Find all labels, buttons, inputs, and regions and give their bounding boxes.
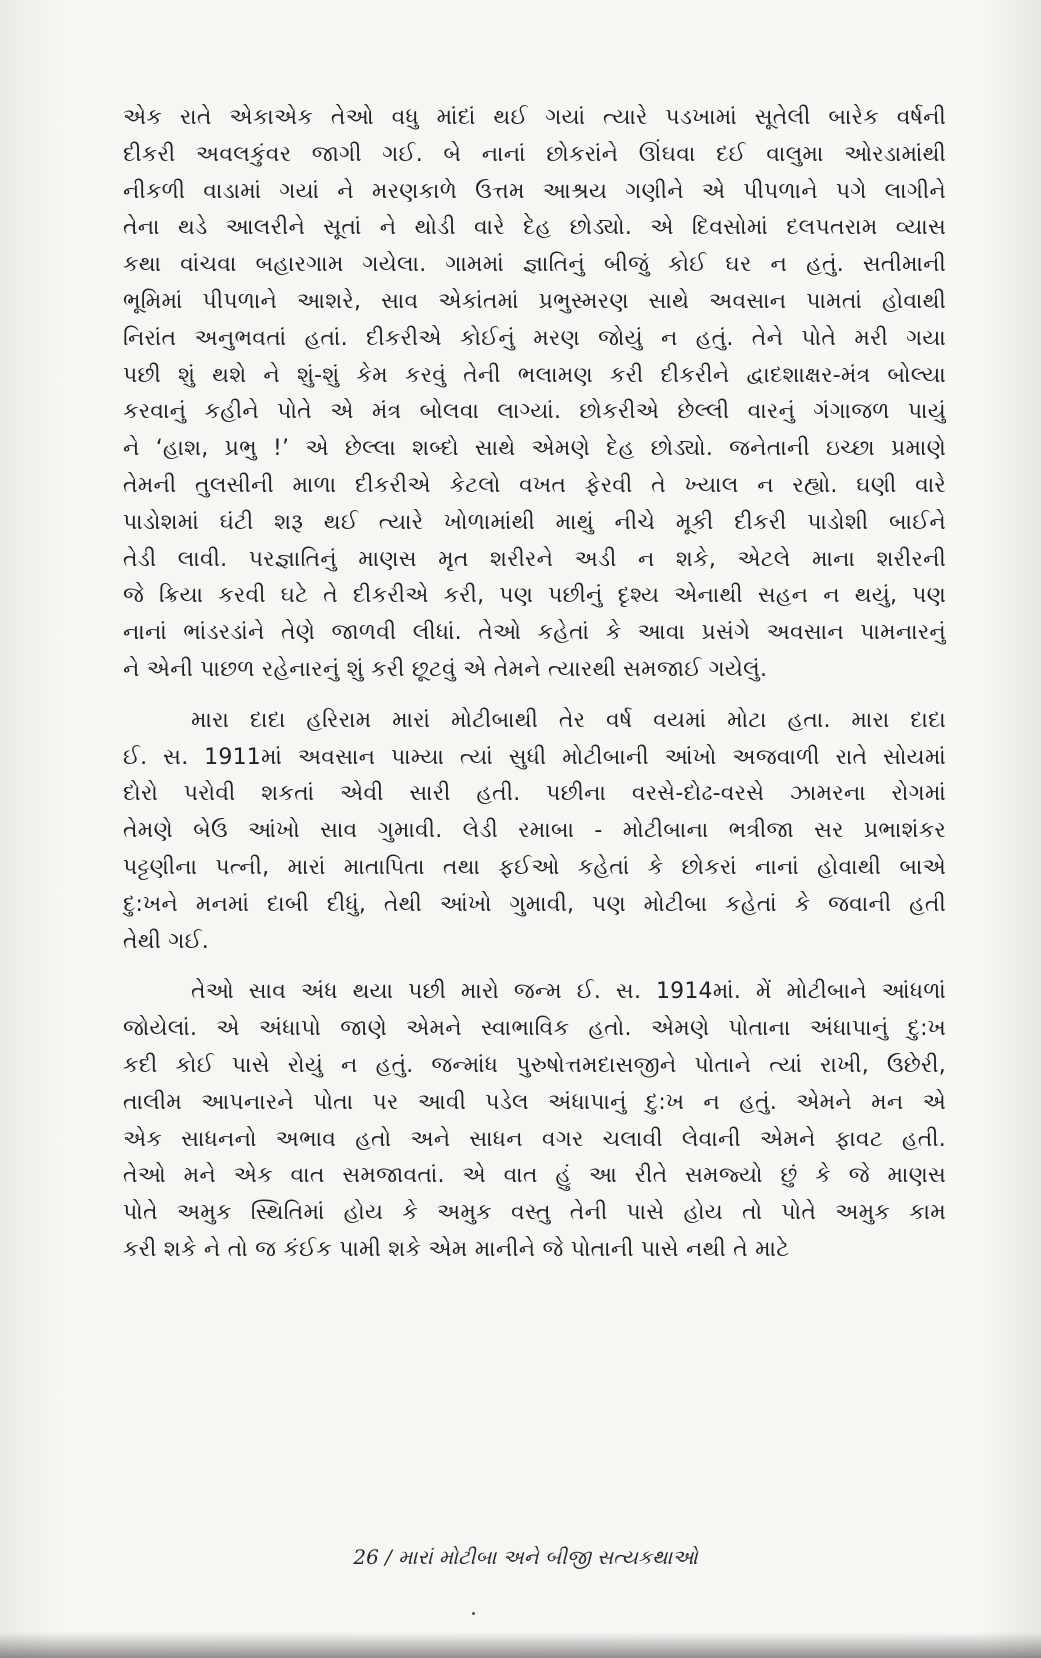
text-line: દુ:ખને મનમાં દાબી દીધું, તેથી આંખો ગુમાવી, પણ મોટીબા કહેતાં કે જવાની હતી [123, 891, 946, 917]
text-line: જે ક્રિયા કરવી ઘટે તે દીકરીએ કરી, પણ પછીનું દૃશ્ય એનાથી સહન ન થયું, પણ [123, 583, 946, 609]
text-line: કરી શકે ને તો જ કંઈક પામી શકે એમ માનીને જે પોતાની પાસે નથી તે માટે [123, 1236, 790, 1262]
paragraph [123, 100, 946, 689]
text-line: એક રાતે એકાએક તેઓ વધુ માંદાં થઈ ગયાં ત્યારે પડખામાં સૂતેલી બારેક વર્ષની [123, 105, 946, 130]
text-line: નિરાંત અનુભવતાં હતાં. દીકરીએ કોઈનું મરણ જોયું ન હતું. તેને પોતે મરી ગયા [123, 325, 946, 351]
text-line: ભૂમિમાં પીપળાને આશરે, સાવ એકાંતમાં પ્રભુસ્મરણ સાથે અવસાન પામતાં હોવાથી [123, 288, 946, 314]
text-line: તેના થડે આલરીને સૂતાં ને થોડી વારે દેહ છોડ્યો. એ દિવસોમાં દલપતરામ વ્યાસ [123, 215, 946, 241]
text-line: તાલીમ આપનારને પોતા પર આવી પડેલ અંધાપાનું દુ:ખ ન હતું. એમને મન એ [123, 1089, 946, 1115]
page-footer: 26 / મારાં મોટીબા અને બીજી સત્યકથાઓ [353, 1545, 698, 1569]
text-line: એક સાધનનો અભાવ હતો અને સાધન વગર ચલાવી લેવાની એમને ફાવટ હતી. [123, 1126, 946, 1152]
text-line: તેઓ મને એક વાત સમજાવતાં. એ વાત હું આ રીતે સમજ્યો છું કે જે માણસ [123, 1163, 946, 1189]
text-line: દીકરી અવલકુંવર જાગી ગઈ. બે નાનાં છોકરાંને ઊંઘવા દઈ વાલુમા ઓરડામાંથી [123, 141, 946, 167]
text-line: ને એની પાછળ રહેનારનું શું કરી છૂટવું એ તેમને ત્યારથી સમજાઈ ગયેલું. [123, 656, 768, 682]
text-line: મારા દાદા હરિરામ મારાં મોટીબાથી તેર વર્ષ વયમાં મોટા હતા. મારા દાદા [191, 707, 946, 733]
text-line: નીકળી વાડામાં ગયાં ને મરણકાળે ઉત્તમ આશ્રય ગણીને એ પીપળાને પગે લાગીને [123, 178, 946, 204]
text-line: કથા વાંચવા બહારગામ ગયેલા. ગામમાં જ્ઞાતિનું બીજું કોઈ ઘર ન હતું. સતીમાની [123, 252, 946, 278]
scan-edge-shadow [0, 1632, 1041, 1658]
text-line: ઈ. સ. 1911માં અવસાન પામ્યા ત્યાં સુધી મોટીબાની આંખો અજવાળી રાતે સોયમાં [123, 744, 946, 770]
text-line: નાનાં ભાંડરડાંને તેણે જાળવી લીધાં. તેઓ કહેતાં કે આવા પ્રસંગે અવસાન પામનારનું [123, 620, 946, 646]
paragraph-gap [123, 689, 946, 703]
text-line: ને ‘હાશ, પ્રભુ !’ એ છેલ્લા શબ્દો સાથે એમણે દેહ છોડ્યો. જનેતાની ઇચ્છા પ્રમાણે [123, 436, 946, 462]
text-line: કદી કોઈ પાસે રોયું ન હતું. જન્માંધ પુરુષોત્તમદાસજીને પોતાને ત્યાં રાખી, ઉછેરી, [123, 1052, 946, 1078]
text-line: તેમણે બેઉ આંખો સાવ ગુમાવી. લેડી રમાબા - મોટીબાના ભત્રીજા સર પ્રભાશંકર [123, 818, 946, 844]
print-speck [472, 1612, 475, 1615]
text-line: તેથી ગઈ. [123, 928, 209, 954]
text-line: પટ્ટણીના પત્ની, મારાં માતાપિતા તથા ફઈઓ કહેતાં કે છોકરાં નાનાં હોવાથી બાએ [123, 854, 946, 880]
text-line: દોરો પરોવી શકતાં એવી સારી હતી. પછીના વરસે-દોઢ-વરસે ઝામરના રોગમાં [123, 781, 946, 807]
text-line: તેમની તુલસીની માળા દીકરીએ કેટલો વખત ફેરવી તે ખ્યાલ ન રહ્યો. ઘણી વારે [123, 472, 946, 498]
text-line: પોતે અમુક સ્થિતિમાં હોય કે અમુક વસ્તુ તેની પાસે હોય તો પોતે અમુક કામ [123, 1200, 946, 1226]
paragraph [123, 703, 946, 961]
text-line: પછી શું થશે ને શું-શું કેમ કરવું તેની ભલામણ કરી દીકરીને દ્વાદશાક્ષર-મંત્ર બોલ્યા [123, 362, 946, 388]
text-line: જોયેલાં. એ અંધાપો જાણે એમને સ્વાભાવિક હતો. એમણે પોતાના અંધાપાનું દુ:ખ [123, 1016, 946, 1042]
text-line: તેઓ સાવ અંધ થયા પછી મારો જન્મ ઈ. સ. 1914માં. મેં મોટીબાને આંધળાં [191, 979, 946, 1005]
text-line: પાડોશમાં ઘંટી શરૂ થઈ ત્યારે ખોળામાંથી માથું નીચે મૂકી દીકરી પાડોશી બાઈને [123, 509, 946, 535]
page-body [123, 100, 946, 1269]
text-line: કરવાનું કહીને પોતે એ મંત્ર બોલવા લાગ્યાં. છોકરીએ છેલ્લી વારનું ગંગાજળ પાયું [123, 399, 946, 425]
text-line: તેડી લાવી. પરજ્ઞાતિનું માણસ મૃત શરીરને અડી ન શકે, એટલે માના શરીરની [123, 546, 946, 572]
paragraph-gap [123, 960, 946, 974]
paragraph [123, 974, 946, 1268]
